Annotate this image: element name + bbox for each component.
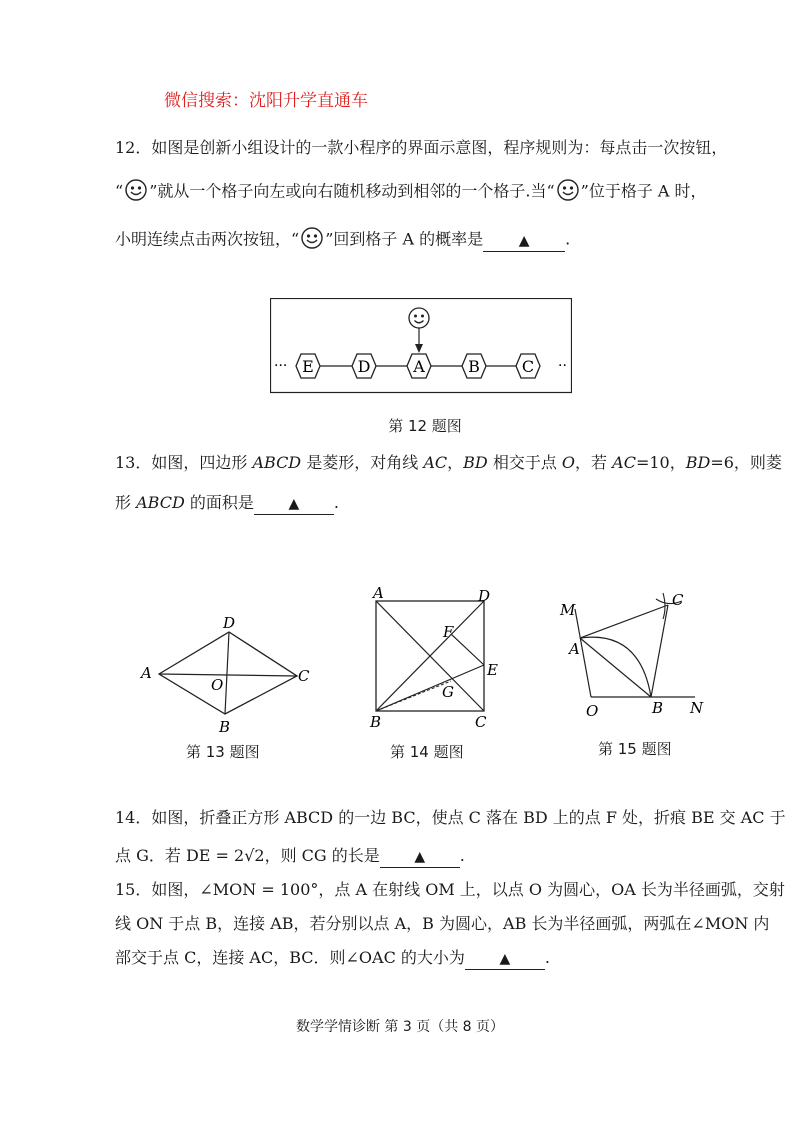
label-d: D: [478, 587, 491, 605]
figure-14-caption: 第 14 题图: [390, 743, 464, 761]
dots-left: ···: [274, 358, 288, 374]
figure-13-caption: 第 13 题图: [186, 743, 260, 761]
q12-text: ”就从一个格子向左或向右随机移动到相邻的一个格子.当“: [149, 181, 555, 201]
label-a: A: [569, 640, 580, 658]
watermark-text: 微信搜索：沈阳升学直通车: [164, 91, 368, 111]
q15-line2: 线 ON 于点 B，连接 AB，若分别以点 A，B 为圆心，AB 长为半径画弧，两弧在∠MON 内: [115, 914, 770, 933]
q12-text: “: [115, 181, 124, 201]
hex-cell-c: [516, 354, 540, 378]
figure-15-caption: 第 15 题图: [598, 740, 672, 758]
label-c: C: [475, 713, 487, 731]
label-a: A: [373, 585, 384, 602]
figure-14-square: [365, 585, 510, 735]
q15-line3: 部交于点 C，连接 AC，BC．则∠OAC 的大小为 ▲ .: [115, 948, 550, 970]
smiley-icon: [299, 226, 325, 250]
cell-label: B: [468, 357, 480, 376]
label-b: B: [219, 718, 231, 736]
answer-mark: ▲: [518, 232, 530, 249]
q12-line1: 12．如图是创新小组设计的一款小程序的界面示意图，程序规则为：每点击一次按钮，: [115, 138, 728, 157]
figure-13-rhombus: [135, 610, 325, 740]
dots-right: ··: [558, 358, 567, 374]
q14-line2: 点 G．若 DE = 2√2，则 CG 的长是 ▲ .: [115, 846, 465, 868]
label-o: O: [586, 702, 599, 720]
q12-text: .: [565, 229, 571, 249]
hex-cell-a: [407, 354, 431, 378]
smiley-icon: [123, 178, 149, 202]
figure-12-caption: 第 12 题图: [388, 417, 462, 435]
answer-blank: [483, 230, 565, 252]
cell-label: D: [357, 357, 371, 376]
figure-12: [270, 298, 572, 394]
answer-mark: ▲: [288, 496, 300, 512]
label-m: M: [560, 601, 576, 619]
q12-text: ”回到格子 A 的概率是: [325, 229, 484, 249]
label-o: O: [211, 676, 224, 694]
label-f: F: [443, 623, 454, 641]
label-c: C: [672, 591, 684, 609]
label-b: B: [652, 699, 664, 717]
answer-mark: ▲: [499, 951, 511, 967]
label-e: E: [487, 661, 498, 679]
q15-line1: 15．如图，∠MON = 100°，点 A 在射线 OM 上，以点 O 为圆心，OA 长为半径画弧，交射: [115, 880, 785, 899]
q12-text: 小明连续点击两次按钮，“: [115, 229, 300, 249]
figure-15-construction: [555, 585, 715, 725]
q12-line3: [115, 228, 570, 252]
answer-mark: ▲: [414, 849, 426, 865]
answer-blank: [254, 493, 334, 515]
cell-label: C: [521, 357, 535, 376]
label-g: G: [442, 683, 454, 701]
label-n: N: [690, 699, 704, 717]
cell-label: E: [302, 357, 314, 376]
hex-cell-b: [462, 354, 486, 378]
label-c: C: [298, 667, 310, 685]
q14-line1: 14．如图，折叠正方形 ABCD 的一边 BC，使点 C 落在 BD 上的点 F 处，折痕 BE 交 AC 于: [115, 808, 786, 827]
cell-label: A: [413, 357, 425, 376]
q12-line2: [115, 180, 707, 204]
label-d: D: [223, 614, 236, 632]
answer-blank: [380, 846, 460, 868]
smiley-icon: [409, 308, 429, 328]
page-footer: 数学学情诊断 第 3 页（共 8 页）: [295, 1019, 505, 1035]
q13-line1: 13．如图，四边形 ABCD 是菱形，对角线 AC，BD 相交于点 O，若 AC=10，BD=6，则菱: [115, 453, 782, 472]
q13-line2: 形 ABCD 的面积是 ▲ .: [115, 493, 339, 515]
q12-text: ”位于格子 A 时，: [580, 181, 707, 201]
smiley-icon: [555, 178, 581, 202]
hex-cell-d: [352, 354, 376, 378]
answer-blank: [465, 948, 545, 970]
hex-cell-e: [296, 354, 320, 378]
label-b: B: [370, 713, 382, 731]
label-a: A: [141, 664, 152, 682]
